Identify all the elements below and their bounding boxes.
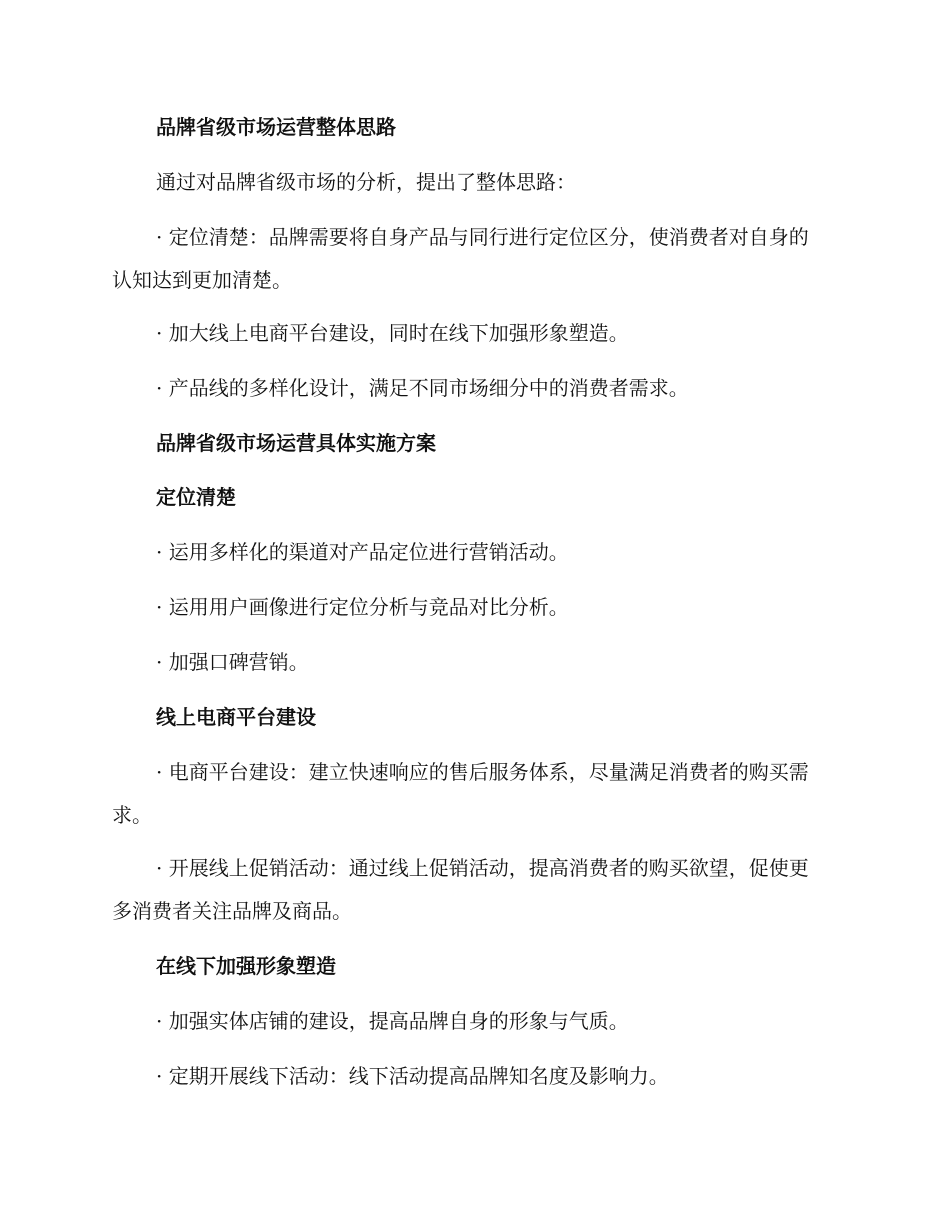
section-heading: 品牌省级市场运营整体思路 bbox=[156, 115, 396, 139]
section-heading: 品牌省级市场运营具体实施方案 bbox=[156, 431, 436, 455]
bullet-item: · 加强口碑营销。 bbox=[156, 650, 309, 674]
paragraph: 通过对品牌省级市场的分析，提出了整体思路： bbox=[156, 170, 576, 194]
bullet-item: · 开展线上促销活动：通过线上促销活动，提高消费者的购买欲望，促使更多消费者关注品牌及商品。 bbox=[112, 856, 809, 923]
subsection-heading: 定位清楚 bbox=[156, 485, 236, 509]
bullet-item: · 运用用户画像进行定位分析与竞品对比分析。 bbox=[156, 595, 569, 619]
bullet-item: · 运用多样化的渠道对产品定位进行营销活动。 bbox=[156, 540, 569, 564]
bullet-item: · 加强实体店铺的建设，提高品牌自身的形象与气质。 bbox=[156, 1009, 629, 1033]
bullet-item: · 定期开展线下活动：线下活动提高品牌知名度及影响力。 bbox=[156, 1064, 669, 1088]
subsection-heading: 线上电商平台建设 bbox=[156, 705, 316, 729]
bullet-item: · 定位清楚：品牌需要将自身产品与同行进行定位区分，使消费者对自身的认知达到更加清楚。 bbox=[112, 225, 809, 292]
subsection-heading: 在线下加强形象塑造 bbox=[156, 954, 336, 978]
bullet-item: · 加大线上电商平台建设，同时在线下加强形象塑造。 bbox=[156, 321, 629, 345]
bullet-item: · 产品线的多样化设计，满足不同市场细分中的消费者需求。 bbox=[156, 376, 689, 400]
bullet-item: · 电商平台建设：建立快速响应的售后服务体系，尽量满足消费者的购买需求。 bbox=[112, 760, 809, 827]
